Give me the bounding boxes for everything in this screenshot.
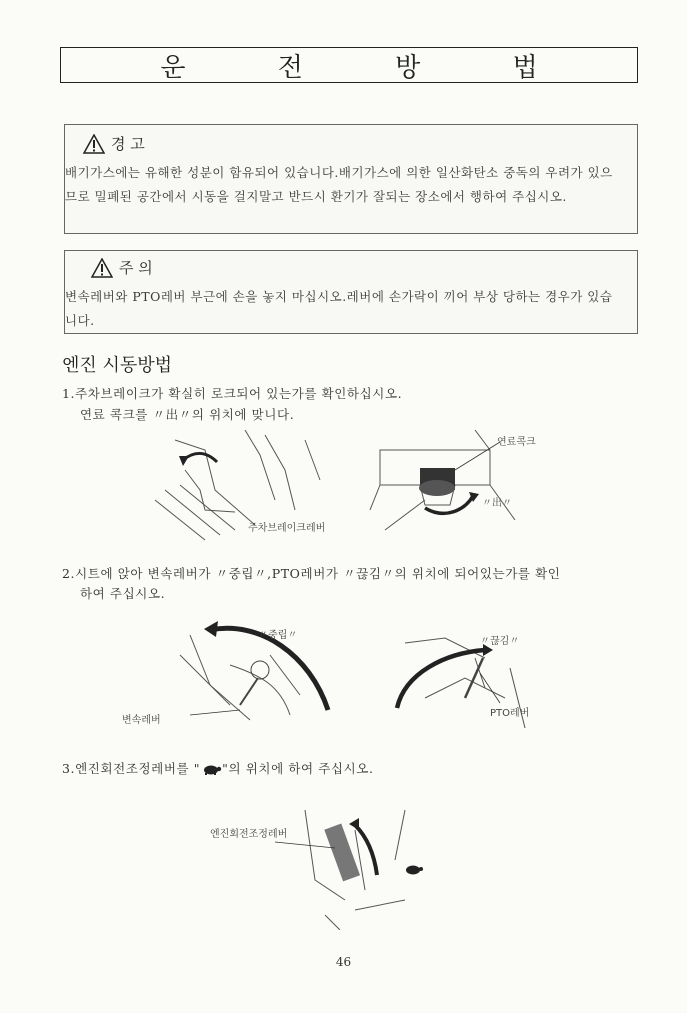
warning-text: 배기가스에는 유해한 성분이 함유되어 있습니다.배기가스에 의한 일산화탄소 중독의 우려가 있으므로 밀폐된 공간에서 시동을 걸지말고 반드시 환기가 잘되는 장소에서 행하여 주십시오. — [65, 165, 613, 204]
pto-lever-label: PTO레버 — [490, 708, 530, 719]
warning-triangle-icon — [83, 134, 105, 154]
throttle-lever-illustration — [205, 800, 435, 930]
step-3-text-after: "의 위치에 하여 주십시오. — [222, 761, 374, 776]
step-1-line-2: 연료 콕크를 〃出〃의 위치에 맞니다. — [80, 407, 295, 422]
step-3-text-before: 3.엔진회전조정레버를 " — [62, 761, 201, 776]
step-2-line-2: 하여 주십시오. — [80, 586, 166, 601]
throttle-lever-label: 엔진회전조정레버 — [210, 829, 288, 840]
out-mark-label: 〃出〃 — [482, 498, 512, 509]
page-title: 운 전 방 법 — [160, 52, 580, 83]
turtle-slow-icon — [200, 763, 222, 775]
step-1-line-1: 1.주차브레이크가 확실히 로크되어 있는가를 확인하십시오. — [62, 386, 403, 401]
fuel-cock-label: 연료콕크 — [497, 437, 536, 448]
warning-label: 경 고 — [111, 135, 145, 153]
caution-label: 주 의 — [119, 259, 153, 277]
page-title-box — [60, 47, 638, 83]
caution-text: 변속레버와 PTO레버 부근에 손을 놓지 마십시오.레버에 손가락이 끼어 부상 당하는 경우가 있습니다. — [65, 289, 613, 328]
shift-lever-label: 변속레버 — [122, 715, 161, 726]
step-3-line — [62, 758, 374, 780]
shift-lever-illustration — [170, 615, 340, 735]
parking-brake-lever-label: 주차브레이크레버 — [248, 523, 326, 534]
warning-box — [64, 124, 638, 234]
caution-header — [91, 257, 153, 278]
step-2-line-1: 2.시트에 앉아 변속레버가 〃중립〃,PTO레버가 〃끊김〃의 위치에 되어있는가를 확인 — [62, 566, 561, 581]
caution-box — [64, 250, 638, 334]
warning-header — [83, 133, 145, 154]
neutral-label: 〃중립〃 — [258, 630, 298, 641]
off-label: 〃끊김〃 — [480, 636, 520, 647]
page-number: 46 — [335, 955, 352, 969]
section-title: 엔진 시동방법 — [62, 355, 173, 376]
caution-triangle-icon — [91, 258, 113, 278]
